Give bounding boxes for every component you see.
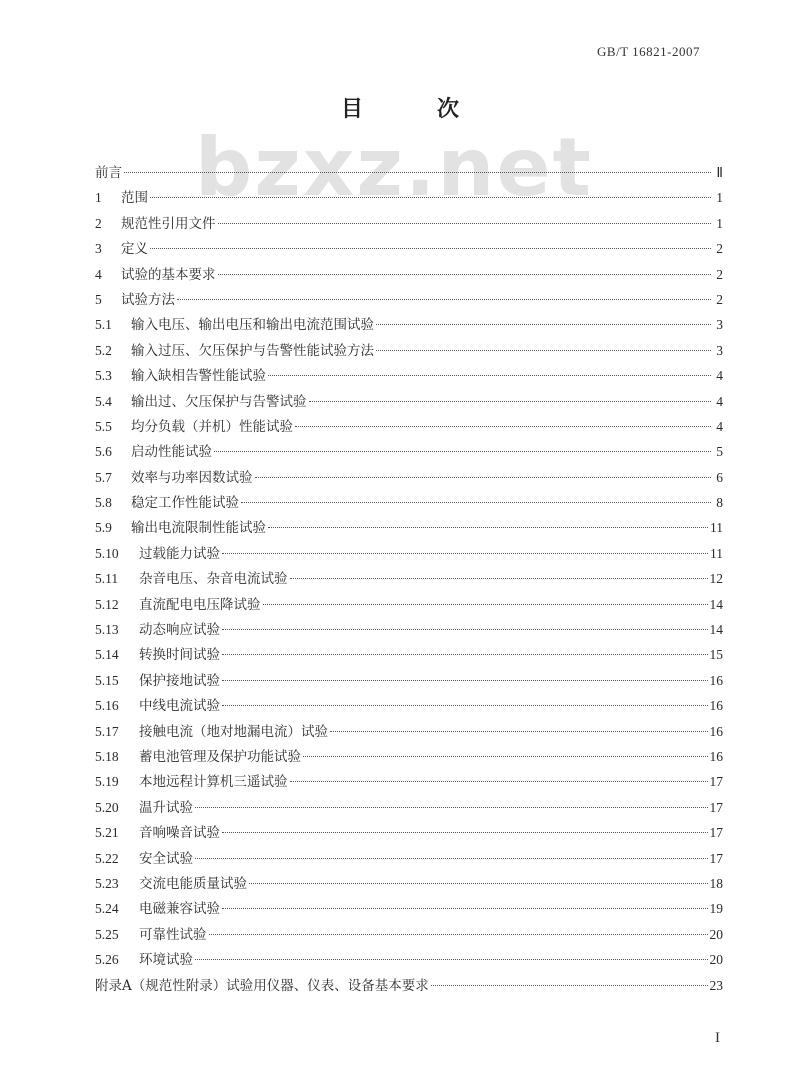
toc-entry[interactable] [95, 236, 723, 261]
toc-entry-number: 4 [95, 266, 102, 282]
toc-leader-dots [249, 883, 708, 884]
toc-entry[interactable] [95, 515, 723, 540]
toc-entry-page: 14 [709, 622, 723, 638]
toc-leader-dots [268, 527, 708, 528]
toc-entry[interactable] [95, 541, 723, 566]
toc-entry-number: 5.8 [95, 495, 112, 511]
toc-entry-page: 4 [716, 368, 723, 384]
toc-entry-page: 4 [716, 418, 723, 434]
toc-entry[interactable] [95, 973, 723, 998]
toc-entry[interactable] [95, 744, 723, 769]
toc-entry-page: 1 [716, 190, 723, 206]
toc-entry-title: 输入过压、欠压保护与告警性能试验方法 [131, 342, 374, 359]
toc-entry[interactable] [95, 592, 723, 617]
toc-entry-page: 6 [716, 469, 723, 485]
toc-entry-number: 5.1 [95, 317, 112, 333]
toc-entry-title: 输出电流限制性能试验 [131, 520, 266, 537]
toc-entry-number: 2 [95, 215, 102, 231]
toc-entry[interactable] [95, 668, 723, 693]
toc-entry-title: 环境试验 [139, 952, 193, 969]
toc-entry-title: 中线电流试验 [139, 698, 220, 715]
toc-entry-title: 启动性能试验 [131, 444, 212, 461]
toc-entry-title: 范围 [121, 190, 148, 207]
toc-entry-page: 17 [709, 850, 723, 866]
toc-entry[interactable] [95, 363, 723, 388]
toc-leader-dots [150, 197, 711, 198]
toc-entry-title: 动态响应试验 [139, 622, 220, 639]
toc-entry-page: 23 [709, 977, 723, 993]
toc-entry[interactable] [95, 262, 723, 287]
toc-leader-dots [330, 731, 708, 732]
toc-entry[interactable] [95, 490, 723, 515]
toc-entry-page: 12 [709, 571, 723, 587]
toc-entry-page: 17 [709, 825, 723, 841]
toc-leader-dots [214, 451, 711, 452]
toc-entry-page: 2 [716, 241, 723, 257]
toc-entry-number: 5.25 [95, 926, 119, 942]
toc-entry-number: 5.26 [95, 952, 119, 968]
toc-entry-page: 16 [709, 723, 723, 739]
toc-leader-dots [124, 172, 711, 173]
toc-entry-page: 15 [709, 647, 723, 663]
toc-leader-dots [309, 401, 712, 402]
toc-leader-dots [376, 350, 711, 351]
toc-entry-page: 20 [709, 952, 723, 968]
toc-entry[interactable] [95, 871, 723, 896]
toc-entry-title: 过载能力试验 [139, 545, 220, 562]
toc-leader-dots [431, 985, 708, 986]
toc-entry-page: 17 [709, 799, 723, 815]
toc-leader-dots [290, 578, 708, 579]
toc-entry-number: 5.5 [95, 418, 112, 434]
toc-entry[interactable] [95, 287, 723, 312]
toc-entry-number: 5.21 [95, 825, 119, 841]
toc-entry-number: 3 [95, 241, 102, 257]
toc-leader-dots [195, 959, 708, 960]
toc-entry-number: 5.13 [95, 622, 119, 638]
toc-entry[interactable] [95, 820, 723, 845]
toc-entry-title: 安全试验 [139, 850, 193, 867]
toc-entry[interactable] [95, 719, 723, 744]
toc-entry-page: 16 [709, 698, 723, 714]
toc-entry-number: 5.3 [95, 368, 112, 384]
toc-entry-number: 5.24 [95, 901, 119, 917]
page-title: 目 次 [340, 97, 485, 122]
toc-entry-title: 输出过、欠压保护与告警试验 [131, 393, 307, 410]
toc-entry-title: 效率与功率因数试验 [131, 469, 253, 486]
toc-leader-dots [222, 553, 708, 554]
toc-entry-page: 11 [710, 520, 723, 536]
toc-entry-number: 5.17 [95, 723, 119, 739]
watermark: bzxz.net [195, 121, 593, 214]
toc-leader-dots [222, 629, 708, 630]
toc-entry-page: 2 [716, 291, 723, 307]
toc-entry-number: 5.9 [95, 520, 112, 536]
document-code: GB/T 16821-2007 [597, 44, 700, 59]
toc-entry-number: 5.23 [95, 875, 119, 891]
toc-entry[interactable] [95, 211, 723, 236]
toc-entry-title: 温升试验 [139, 799, 193, 816]
toc-entry-page: 4 [716, 393, 723, 409]
toc-entry[interactable] [95, 922, 723, 947]
toc-entry-number: 5.16 [95, 698, 119, 714]
toc-leader-dots [303, 756, 708, 757]
toc-entry-number: 5.19 [95, 774, 119, 790]
toc-leader-dots [263, 604, 708, 605]
toc-leader-dots [209, 934, 708, 935]
toc-leader-dots [222, 654, 708, 655]
toc-entry-number: 5.4 [95, 393, 112, 409]
toc-entry-number: 1 [95, 190, 102, 206]
toc-entry-title: 输入缺相告警性能试验 [131, 368, 266, 385]
toc-entry[interactable] [95, 566, 723, 591]
toc-leader-dots [268, 375, 711, 376]
toc-leader-dots [295, 426, 711, 427]
toc-entry-number: 5.22 [95, 850, 119, 866]
toc-entry-title: 试验方法 [121, 291, 175, 308]
toc-entry-title: 接触电流（地对地漏电流）试验 [139, 723, 328, 740]
toc-entry-title: 杂音电压、杂音电流试验 [139, 571, 288, 588]
toc-entry-page: 19 [709, 901, 723, 917]
toc-entry-page: 8 [716, 495, 723, 511]
toc-leader-dots [195, 858, 708, 859]
toc-leader-dots [222, 908, 708, 909]
toc-entry[interactable] [95, 439, 723, 464]
toc-entry[interactable] [95, 795, 723, 820]
toc-leader-dots [222, 705, 708, 706]
toc-entry-page: 2 [716, 266, 723, 282]
toc-entry-title: 保护接地试验 [139, 672, 220, 689]
toc-entry[interactable] [95, 389, 723, 414]
page-number: I [715, 1030, 720, 1046]
toc-entry-number: 5.11 [95, 571, 119, 587]
toc-entry-title: 电磁兼容试验 [139, 901, 220, 918]
toc-leader-dots [218, 274, 712, 275]
toc-entry[interactable] [95, 312, 723, 337]
toc-entry-number: 5.20 [95, 799, 119, 815]
toc-entry-page: 16 [709, 672, 723, 688]
toc-entry[interactable] [95, 414, 723, 439]
toc-entry-number: 5.15 [95, 672, 119, 688]
toc-entry-page: 17 [709, 774, 723, 790]
toc-entry-title: 直流配电电压降试验 [139, 596, 261, 613]
toc-leader-dots [222, 680, 708, 681]
toc-entry[interactable] [95, 617, 723, 642]
toc-entry-page: 3 [716, 317, 723, 333]
toc-entry-number: 5.10 [95, 545, 119, 561]
toc-entry-title: 试验的基本要求 [121, 266, 216, 283]
toc-leader-dots [290, 781, 708, 782]
toc-entry[interactable] [95, 185, 723, 210]
toc-entry-title: 音响噪音试验 [139, 825, 220, 842]
toc-entry-page: 3 [716, 342, 723, 358]
toc-entry[interactable] [95, 160, 723, 185]
toc-entry-page: 11 [710, 545, 723, 561]
toc-leader-dots [222, 832, 708, 833]
toc-entry-page: 1 [716, 215, 723, 231]
toc-leader-dots [150, 248, 711, 249]
toc-entry-title: 定义 [121, 241, 148, 258]
toc-entry-title: 交流电能质量试验 [139, 875, 247, 892]
toc-entry[interactable] [95, 465, 723, 490]
toc-entry-page: Ⅱ [716, 165, 723, 180]
toc-entry-title: 附录A（规范性附录）试验用仪器、仪表、设备基本要求 [95, 977, 429, 994]
toc-entry-number: 5 [95, 291, 102, 307]
toc-entry-number: 5.2 [95, 342, 112, 358]
toc-leader-dots [177, 299, 711, 300]
toc-entry[interactable] [95, 769, 723, 794]
toc-entry[interactable] [95, 693, 723, 718]
toc-entry-number: 5.18 [95, 748, 119, 764]
toc-entry-title: 均分负载（并机）性能试验 [131, 418, 293, 435]
toc-entry-title: 本地远程计算机三遥试验 [139, 774, 288, 791]
toc-entry-page: 14 [709, 596, 723, 612]
toc-entry-title: 蓄电池管理及保护功能试验 [139, 748, 301, 765]
toc-entry-number: 5.14 [95, 647, 119, 663]
toc-entry[interactable] [95, 642, 723, 667]
toc-leader-dots [255, 477, 712, 478]
toc-entry[interactable] [95, 846, 723, 871]
toc-entry-title: 规范性引用文件 [121, 215, 216, 232]
toc-entry-number: 5.12 [95, 596, 119, 612]
toc-entry[interactable] [95, 338, 723, 363]
toc-leader-dots [218, 223, 712, 224]
toc-entry-page: 5 [716, 444, 723, 460]
toc-entry-title: 输入电压、输出电压和输出电流范围试验 [131, 317, 374, 334]
toc-leader-dots [241, 502, 711, 503]
toc-entry-page: 16 [709, 748, 723, 764]
toc-entry-number: 5.6 [95, 444, 112, 460]
toc-entry-number: 5.7 [95, 469, 112, 485]
toc-entry-page: 20 [709, 926, 723, 942]
toc-entry-title: 稳定工作性能试验 [131, 495, 239, 512]
toc-entry-title: 转换时间试验 [139, 647, 220, 664]
toc-entry[interactable] [95, 947, 723, 972]
toc-entry-title: 可靠性试验 [139, 926, 207, 943]
table-of-contents [95, 160, 723, 998]
toc-leader-dots [195, 807, 708, 808]
toc-entry-page: 18 [709, 875, 723, 891]
toc-leader-dots [376, 324, 711, 325]
toc-entry[interactable] [95, 896, 723, 921]
toc-entry-title: 前言 [95, 165, 122, 181]
